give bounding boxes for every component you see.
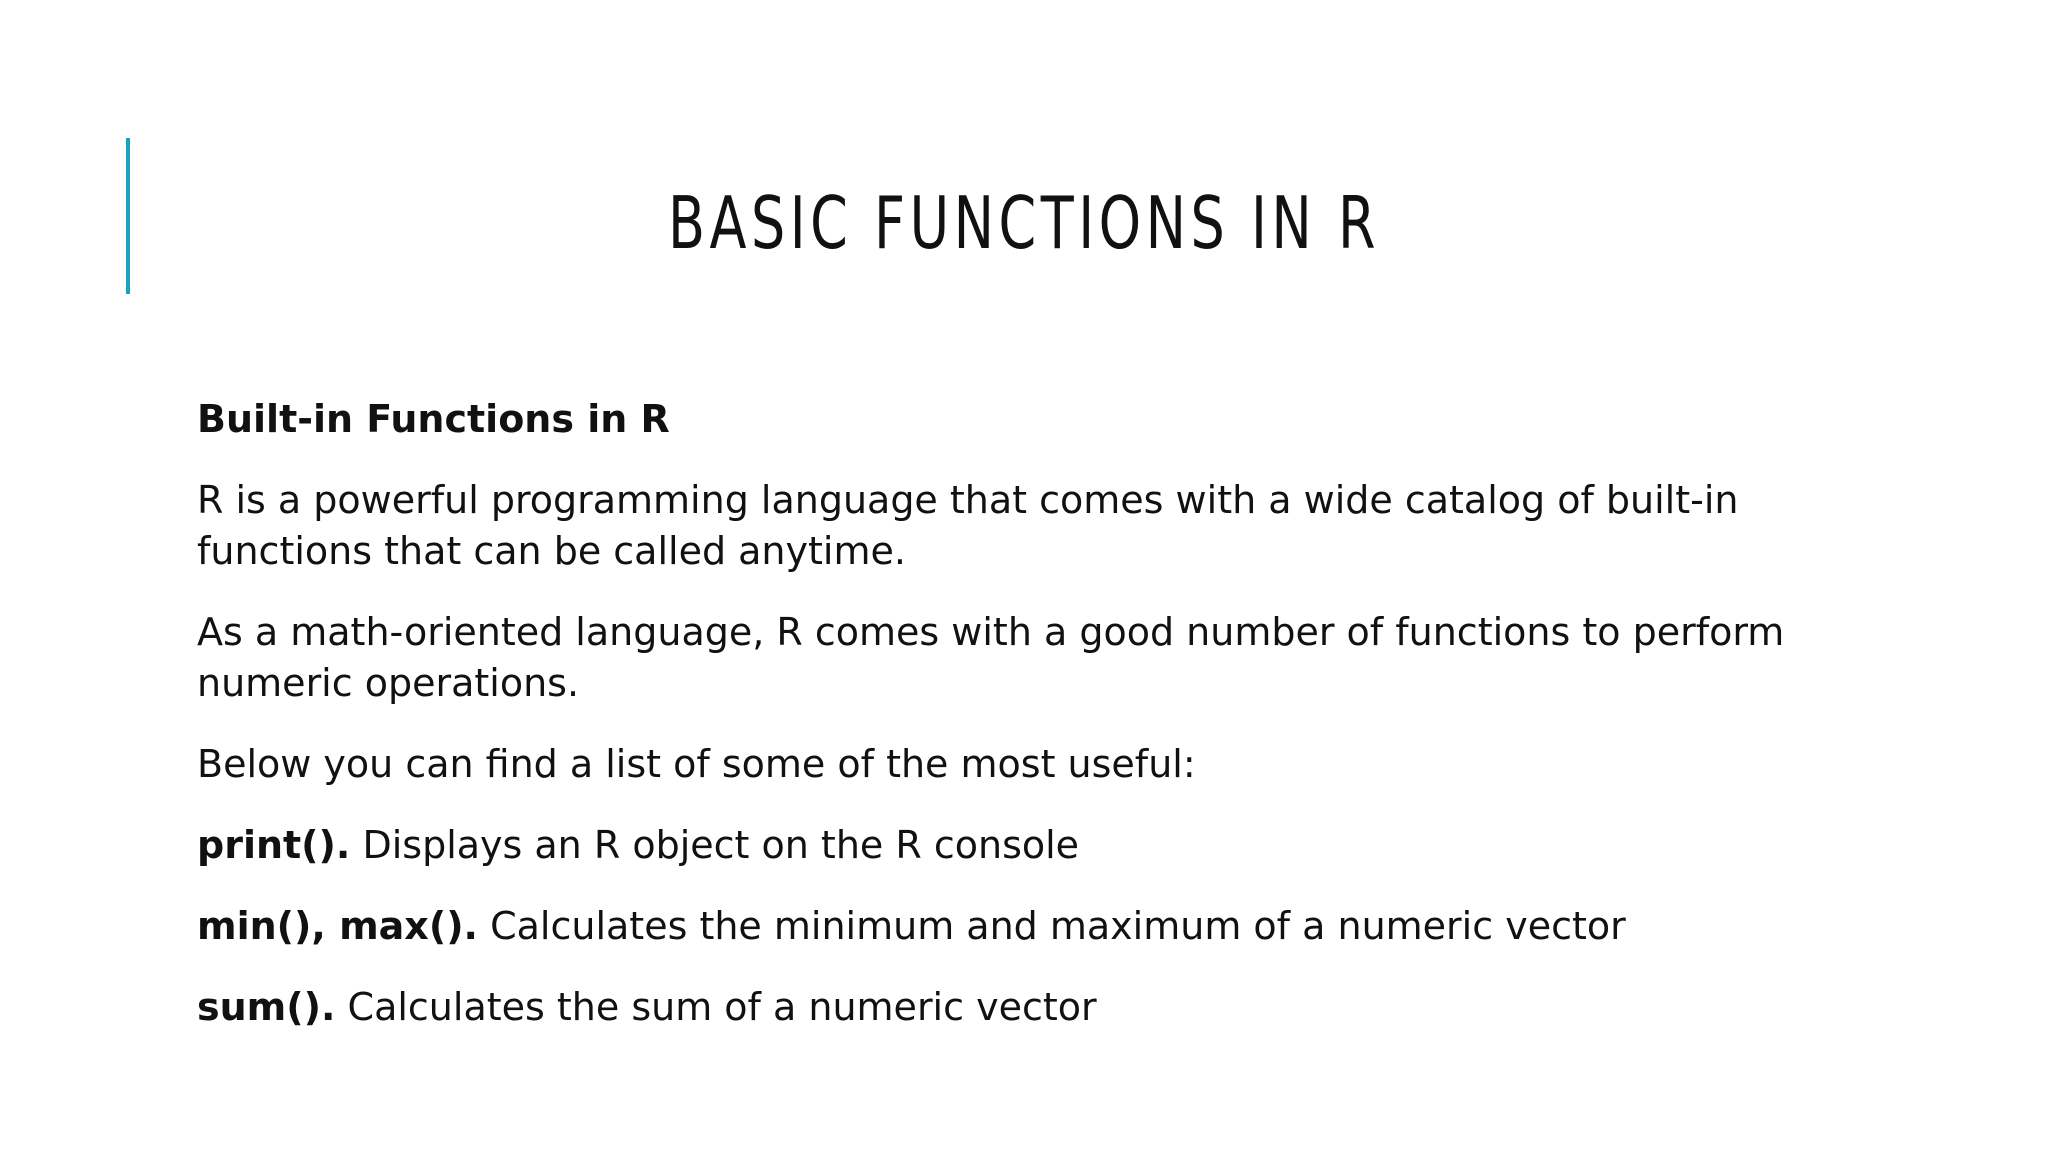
section-heading: Built-in Functions in R xyxy=(197,397,670,441)
function-name: sum(). xyxy=(197,985,336,1029)
function-name: min(), max(). xyxy=(197,904,478,948)
paragraph-math: As a math-oriented language, R comes with a good number of functions to perform numeric operations. xyxy=(197,610,1785,705)
slide-body xyxy=(197,394,1837,1063)
paragraph-list-intro: Below you can find a list of some of the most useful: xyxy=(197,742,1196,786)
function-description: Calculates the minimum and maximum of a numeric vector xyxy=(490,904,1626,948)
slide-title: BASIC FUNCTIONS IN R xyxy=(667,181,1381,265)
function-item-print xyxy=(197,820,1837,871)
function-description: Displays an R object on the R console xyxy=(362,823,1080,867)
function-description: Calculates the sum of a numeric vector xyxy=(347,985,1097,1029)
function-name: print(). xyxy=(197,823,351,867)
title-accent-bar xyxy=(126,138,130,294)
function-item-sum xyxy=(197,982,1837,1033)
function-item-min-max xyxy=(197,901,1837,952)
paragraph-intro: R is a powerful programming language that comes with a wide catalog of built-in functions that can be called anytime. xyxy=(197,478,1739,573)
